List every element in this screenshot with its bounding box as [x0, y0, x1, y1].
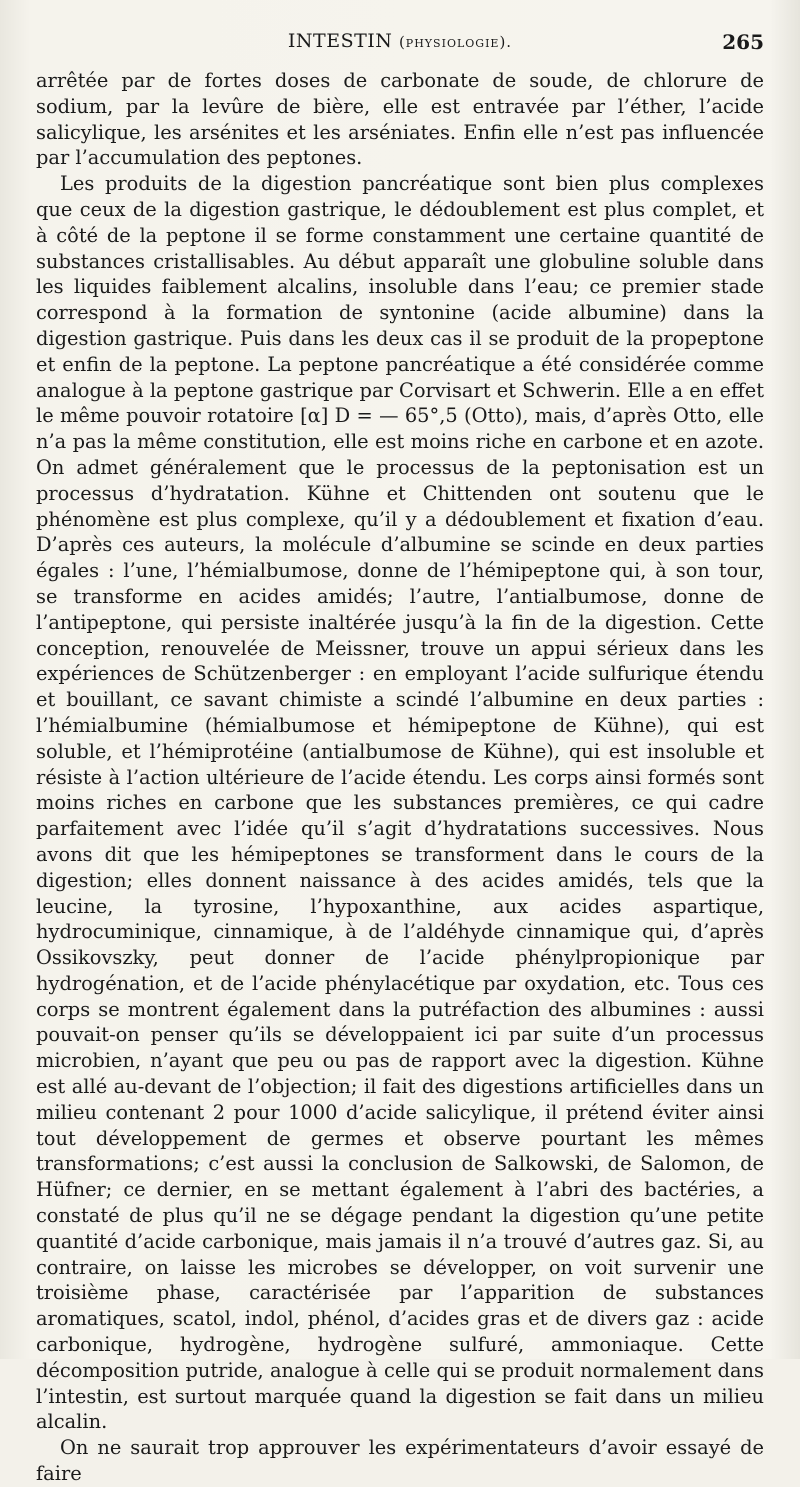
- running-head: [36, 30, 764, 60]
- paragraph-pancreatic-digestion: Les produits de la digestion pancréatique sont bien plus complexes que ceux de la digestion gastrique, le dédoublement est plus complet, et à côté de la peptone il se forme constamment une certaine quantité de substances cristallisables. Au début apparaît une globuline soluble dans les liquides faiblement alcalins, insoluble dans l’eau; ce premier stade correspond à la formation de syntonine (acide albumine) dans la digestion gastrique. Puis dans les deux cas il se produit de la propeptone et enfin de la peptone. La peptone pancréatique a été considérée comme analogue à la peptone gastrique par Corvisart et Schwerin. Elle a en effet le même pouvoir rotatoire [α] D = — 65°,5 (Otto), mais, d’après Otto, elle n’a pas la même constitution, elle est moins riche en carbone et en azote. On admet généralement que le processus de la peptonisation est un processus d’hydratation. Kühne et Chittenden ont soutenu que le phénomène est plus complexe, qu’il y a dédoublement et fixation d’eau. D’après ces auteurs, la molécule d’albumine se scinde en deux parties égales : l’une, l’hémialbumose, donne de l’hémipeptone qui, à son tour, se transforme en acides amidés; l’autre, l’antialbumose, donne de l’antipeptone, qui persiste inaltérée jusqu’à la fin de la digestion. Cette conception, renouvelée de Meissner, trouve un appui sérieux dans les expériences de Schützenberger : en employant l’acide sulfurique étendu et bouillant, ce savant chimiste a scindé l’albumine en deux parties : l’hémialbumine (hémialbumose et hémipeptone de Kühne), qui est soluble, et l’hémiprotéine (antialbumose de Kühne), qui est insoluble et résiste à l’action ultérieure de l’acide étendu. Les corps ainsi formés sont moins riches en carbone que les substances premières, ce qui cadre parfaitement avec l’idée qu’il s’agit d’hydratations successives. Nous avons dit que les hémipeptones se transforment dans le cours de la digestion; elles donnent naissance à des acides amidés, tels que la leucine, la tyrosine, l’hypoxanthine, aux acides aspartique, hydrocuminique, cinnamique, à de l’aldéhyde cinnamique qui, d’après Ossikovszky, peut donner de l’acide phénylpropionique par hydrogénation, et de l’acide phénylacétique par oxydation, etc. Tous ces corps se montrent également dans la putréfaction des albumines : aussi pouvait-on penser qu’ils se développaient ici par suite d’un processus microbien, n’ayant que peu ou pas de rapport avec la digestion. Kühne est allé au-devant de l’objection; il fait des digestions artificielles dans un milieu contenant 2 pour 1000 d’acide salicylique, il prétend éviter ainsi tout développement de germes et observe pourtant les mêmes transformations; c’est aussi la conclusion de Salkowski, de Salomon, de Hüfner; ce dernier, en se mettant également à l’abri des bactéries, a constaté de plus qu’il ne se dégage pendant la digestion qu’une petite quantité d’acide carbonique, mais jamais il n’a trouvé d’autres gaz. Si, au contraire, on laisse les microbes se développer, on voit survenir une troisième phase, caractérisée par l’apparition de substances aromatiques, scatol, indol, phénol, d’acides gras et de divers gaz : acide carbonique, hydrogène, hydrogène sulfuré, ammoniaque. Cette décomposition putride, analogue à celle qui se produit normalement dans l’intestin, est surtout marquée quand la digestion se fait dans un milieu alcalin.: [36, 172, 764, 1434]
- paragraph-continuation: arrêtée par de fortes doses de carbonate de soude, de chlorure de sodium, par la levûre de bière, elle est entravée par l’éther, l’acide salicylique, les arsénites et les arséniates. Enfin elle n’est pas influencée par l’accumulation des peptones.: [36, 69, 764, 170]
- header-title: INTESTIN: [287, 30, 393, 52]
- page-number: 265: [722, 30, 764, 54]
- body-text: [36, 68, 764, 1487]
- running-title: [36, 30, 764, 52]
- header-subtitle: (physiologie).: [398, 33, 513, 51]
- paragraph-final: On ne saurait trop approuver les expérimentateurs d’avoir essayé de faire: [36, 1436, 764, 1486]
